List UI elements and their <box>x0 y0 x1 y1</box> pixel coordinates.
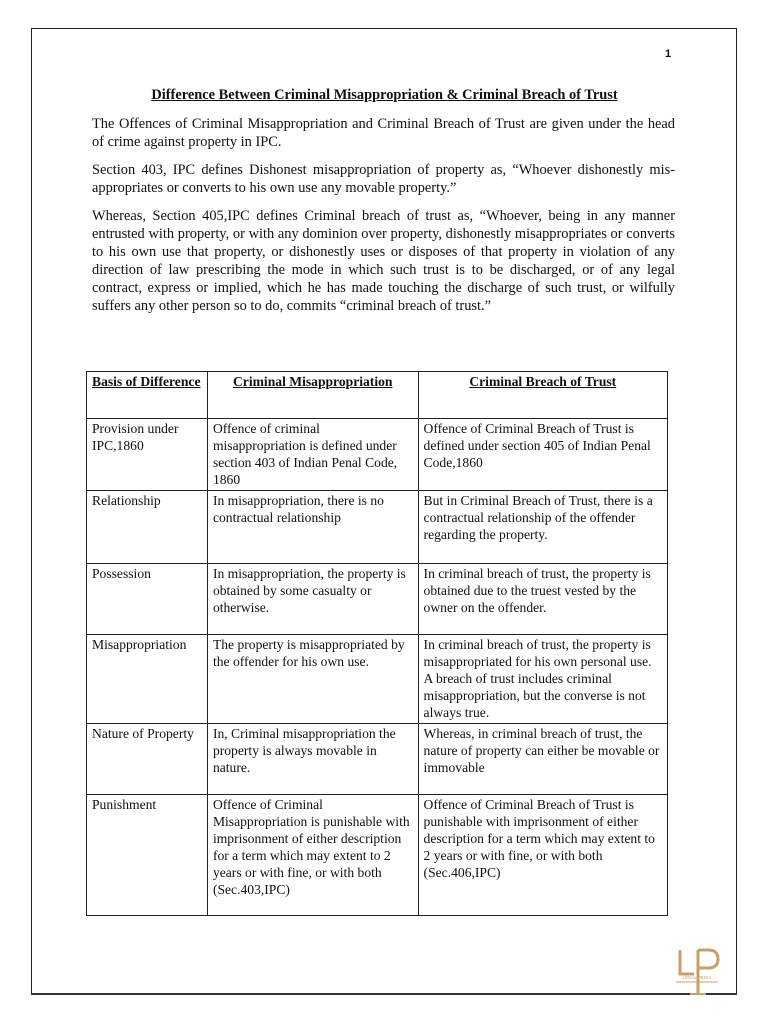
table-header-row <box>87 372 668 419</box>
row-basis: Provision under IPC,1860 <box>87 419 208 491</box>
table-row <box>87 635 668 724</box>
row-misappropriation: In misappropriation, the property is obtained by some casualty or otherwise. <box>207 564 418 635</box>
row-basis: Nature of Property <box>87 724 208 795</box>
table-row <box>87 491 668 564</box>
logo-mark <box>676 950 718 994</box>
header-basis: Basis of Difference <box>87 372 208 419</box>
page-number: 1 <box>665 48 672 60</box>
row-misappropriation: Offence of Criminal Misappropriation is punishable with imprisonment of either description for a term which may extent to 2 years or with fine, or with both (Sec.403,IPC) <box>207 795 418 916</box>
legal-pedia-logo <box>672 944 722 1000</box>
row-breach-of-trust: In criminal breach of trust, the property is misappropriated for his own personal use. A breach of trust includes criminal misappropriation, but the converse is not always true. <box>418 635 667 724</box>
table-row <box>87 795 668 916</box>
section-403-paragraph: Section 403, IPC defines Dishonest misappropriation of property as, “Whoever dishonestly mis-appropriates or converts to his own use any movable property.” <box>92 162 675 196</box>
row-misappropriation: In, Criminal misappropriation the property is always movable in nature. <box>207 724 418 795</box>
row-basis: Possession <box>87 564 208 635</box>
row-breach-of-trust: Offence of Criminal Breach of Trust is defined under section 405 of Indian Penal Code,1860 <box>418 419 667 491</box>
header-criminal-breach-of-trust: Criminal Breach of Trust <box>418 372 667 419</box>
intro-paragraph: The Offences of Criminal Misappropriation and Criminal Breach of Trust are given under the head of crime against property in IPC. <box>92 116 675 150</box>
row-basis: Punishment <box>87 795 208 916</box>
footer-rule <box>31 993 737 995</box>
row-misappropriation: The property is misappropriated by the offender for his own use. <box>207 635 418 724</box>
row-breach-of-trust: Offence of Criminal Breach of Trust is punishable with imprisonment of either description for a term which may extent to 2 years or with fine, or with both (Sec.406,IPC) <box>418 795 667 916</box>
row-basis: Misappropriation <box>87 635 208 724</box>
table-row <box>87 724 668 795</box>
logo-text: LEGAL PEDIA <box>682 975 712 980</box>
table-row <box>87 419 668 491</box>
section-405-paragraph: Whereas, Section 405,IPC defines Criminal breach of trust as, “Whoever, being in any manner entrusted with property, or with any dominion over property, dishonestly misappropriates or converts to his own use that property, or dishonestly uses or disposes of that property in violation of any direction of law prescribing the mode in which such trust is to be discharged, or of any legal contract, express or implied, which he has made touching the discharge of such trust, or wilfully suffers any other person so to do, commits “criminal breach of trust.” <box>92 208 675 314</box>
document-title: Difference Between Criminal Misappropriation & Criminal Breach of Trust <box>151 87 618 103</box>
row-misappropriation: Offence of criminal misappropriation is defined under section 403 of Indian Penal Code, 1860 <box>207 419 418 491</box>
row-breach-of-trust: In criminal breach of trust, the property is obtained due to the truest vested by the owner on the offender. <box>418 564 667 635</box>
header-criminal-misappropriation: Criminal Misappropriation <box>207 372 418 419</box>
row-breach-of-trust: But in Criminal Breach of Trust, there is a contractual relationship of the offender regarding the property. <box>418 491 667 564</box>
row-misappropriation: In misappropriation, there is no contractual relationship <box>207 491 418 564</box>
row-basis: Relationship <box>87 491 208 564</box>
table-row <box>87 564 668 635</box>
comparison-table <box>86 371 668 916</box>
row-breach-of-trust: Whereas, in criminal breach of trust, the nature of property can either be movable or immovable <box>418 724 667 795</box>
